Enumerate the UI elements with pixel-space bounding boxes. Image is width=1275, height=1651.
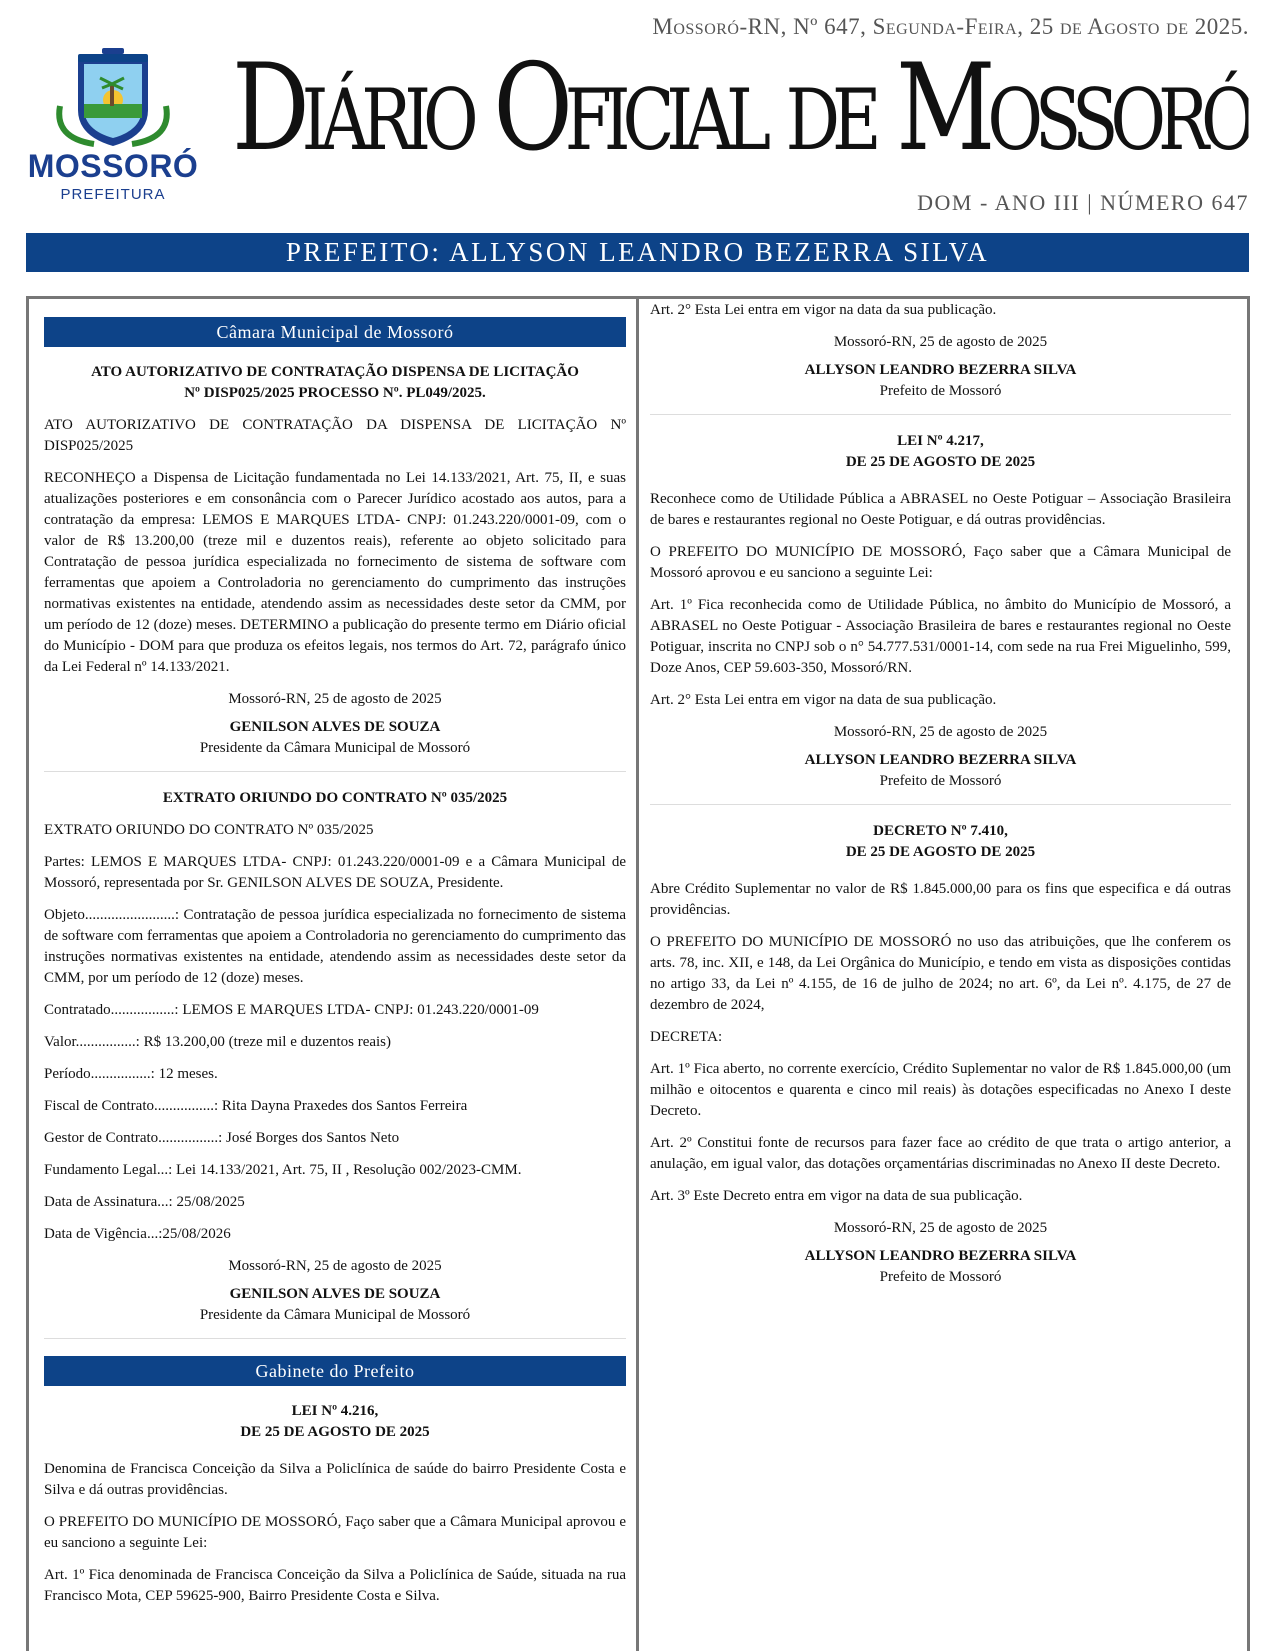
signature-name: ALLYSON LEANDRO BEZERRA SILVA xyxy=(804,1248,1077,1264)
mayor-banner: PREFEITO: ALLYSON LEANDRO BEZERRA SILVA xyxy=(26,233,1249,272)
section-camara: Câmara Municipal de Mossoró xyxy=(44,317,626,347)
decreto-ementa: Abre Crédito Suplementar no valor de R$ 1.845.000,00 para os fins que especifica e dá outras providências. xyxy=(650,881,1231,918)
extrato-gestor: Gestor de Contrato................: José Borges dos Santos Neto xyxy=(44,1130,400,1146)
lei-4216-title-line1: LEI Nº 4.216, xyxy=(291,1403,379,1419)
signature-role: Presidente da Câmara Municipal de Mossoró xyxy=(199,740,471,756)
masthead-header xyxy=(0,0,1275,235)
decreto-title-line1: DECRETO Nº 7.410, xyxy=(873,823,1008,839)
lei-4216-ementa: Denomina de Francisca Conceição da Silva a Policlínica de saúde do bairro Presidente Costa e Silva e dá outras providências. xyxy=(44,1461,626,1498)
signature-name: GENILSON ALVES DE SOUZA xyxy=(229,719,441,735)
extrato-valor: Valor................: R$ 13.200,00 (treze mil e duzentos reais) xyxy=(44,1034,392,1050)
signature-date: Mossoró-RN, 25 de agosto de 2025 xyxy=(833,334,1048,350)
extrato-assinatura: Data de Assinatura...: 25/08/2025 xyxy=(44,1194,245,1210)
ato-title-line1: ATO AUTORIZATIVO DE CONTRATAÇÃO DISPENSA DE LICITAÇÃO xyxy=(91,364,579,380)
newspaper-title: Diário Oficial de Mossoró xyxy=(232,39,1249,178)
signature-name: GENILSON ALVES DE SOUZA xyxy=(229,1286,441,1302)
signature-date: Mossoró-RN, 25 de agosto de 2025 xyxy=(833,724,1048,740)
signature-date: Mossoró-RN, 25 de agosto de 2025 xyxy=(833,1220,1048,1236)
signature-role: Prefeito de Mossoró xyxy=(879,1269,1002,1285)
right-column xyxy=(650,300,1231,1300)
lei-4217-paragraph: O PREFEITO DO MUNICÍPIO DE MOSSORÓ, Faço saber que a Câmara Municipal de Mossoró aprovou e eu sanciono a seguinte Lei: xyxy=(650,544,1231,581)
signature-name: ALLYSON LEANDRO BEZERRA SILVA xyxy=(804,752,1077,768)
lei-4217-article: Art. 2° Esta Lei entra em vigor na data de sua publicação. xyxy=(650,692,997,708)
signature-name: ALLYSON LEANDRO BEZERRA SILVA xyxy=(804,362,1077,378)
left-column xyxy=(44,300,626,1618)
separator xyxy=(650,804,1231,805)
logo-name: MOSSORÓ xyxy=(27,148,199,184)
column-divider xyxy=(636,296,639,1651)
lei-4216-paragraph: O PREFEITO DO MUNICÍPIO DE MOSSORÓ, Faço saber que a Câmara Municipal aprovou e eu sanciono a seguinte Lei: xyxy=(44,1514,626,1551)
signature-role: Prefeito de Mossoró xyxy=(879,383,1002,399)
lei-4217-article: Art. 1º Fica reconhecida como de Utilidade Pública, no âmbito do Município de Mossoró, a ABRASEL no Oeste Potiguar - Associação Brasileira de bares e restaurantes regional no Oeste Potiguar, inscrita no CNPJ sob o n° 54.777.531/0001-14, com sede na rua Frei Miguelinho, 599, Doze Anos, CEP 59.603-350, Mossoró/RN. xyxy=(650,597,1231,676)
lei-4216-title-line2: DE 25 DE AGOSTO DE 2025 xyxy=(240,1424,430,1440)
extrato-vigencia: Data de Vigência...:25/08/2026 xyxy=(44,1226,231,1242)
signature-date: Mossoró-RN, 25 de agosto de 2025 xyxy=(228,691,442,707)
issue-line: Mossoró-RN, Nº 647, Segunda-Feira, 25 de Agosto de 2025. xyxy=(652,14,1249,39)
decreto-preamble: O PREFEITO DO MUNICÍPIO DE MOSSORÓ no uso das atribuições, que lhe conferem os arts. 78, inc. XII, e 148, da Lei Orgânica do Município, e tendo em vista as disposições contidas no artigo 33, da Lei nº 4.155, de 16 de julho de 2024; no art. 6º, da Lei nº. 4.175, de 27 de dezembro de 2024, xyxy=(650,934,1231,1013)
logo-subtitle: PREFEITURA xyxy=(60,186,166,203)
coat-of-arms-icon xyxy=(24,48,202,148)
separator xyxy=(44,1338,626,1339)
lei-4216-art2: Art. 2° Esta Lei entra em vigor na data da sua publicação. xyxy=(650,302,997,318)
extrato-periodo: Período................: 12 meses. xyxy=(44,1066,218,1082)
extrato-fundamento: Fundamento Legal...: Lei 14.133/2021, Art. 75, II , Resolução 002/2023-CMM. xyxy=(44,1162,522,1178)
ato-paragraph: RECONHEÇO a Dispensa de Licitação fundamentada no Lei 14.133/2021, Art. 75, II, e suas atualizações posteriores e em consonância com o Parecer Jurídico acostado aos autos, para a contratação da empresa: LEMOS E MARQUES LTDA- CNPJ: 01.243.220/0001-09, com o valor de R$ 13.200,00 (treze mil e duzentos reais), referente ao objeto solicitado para Contratação de pessoa jurídica especializada no fornecimento de sistema de software com ferramentas que apoiem a Controladoria no gerenciamento do cumprimento das instruções normativas existentes na entidade, atendendo assim as necessidades deste setor da CMM, por um período de 12 (doze) meses. DETERMINO a publicação do presente termo em Diário oficial do Município - DOM para que produza os efeitos legais, nos termos do Art. 72, parágrafo único da Lei Federal nº 14.133/2021. xyxy=(44,470,626,675)
extrato-paragraph: EXTRATO ORIUNDO DO CONTRATO Nº 035/2025 xyxy=(44,822,374,838)
ato-title-line2: Nº DISP025/2025 PROCESSO Nº. PL049/2025. xyxy=(184,385,486,401)
extrato-title: EXTRATO ORIUNDO DO CONTRATO Nº 035/2025 xyxy=(162,790,508,806)
separator xyxy=(44,771,626,772)
signature-role: Presidente da Câmara Municipal de Mossoró xyxy=(199,1307,471,1323)
extrato-objeto: Objeto........................: Contratação de pessoa jurídica especializada no fornecimento de sistema de software com ferramentas que apoiem a Controladoria no gerenciamento do cumprimento das instruções normativas existentes na entidade, atendendo assim as necessidades deste setor da CMM, por um período de 12 (doze) meses. xyxy=(44,907,626,986)
dom-number-line: DOM - ANO III | NÚMERO 647 xyxy=(917,190,1249,215)
decreto-article: Art. 2º Constitui fonte de recursos para fazer face ao crédito de que trata o artigo anterior, a anulação, em igual valor, das dotações orçamentárias discriminadas no Anexo II deste Decreto. xyxy=(650,1135,1231,1172)
prefeitura-logo xyxy=(24,48,202,208)
separator xyxy=(650,414,1231,415)
decreto-article: Art. 1º Fica aberto, no corrente exercício, Crédito Suplementar no valor de R$ 1.845.000,00 (um milhão e oitocentos e quarenta e cinco mil reais) às dotações especificadas no Anexo I deste Decreto. xyxy=(650,1061,1231,1119)
lei-4217-title-line2: DE 25 DE AGOSTO DE 2025 xyxy=(845,454,1036,470)
extrato-partes: Partes: LEMOS E MARQUES LTDA- CNPJ: 01.243.220/0001-09 e a Câmara Municipal de Mossoró, representada por Sr. GENILSON ALVES DE SOUZA, Presidente. xyxy=(44,854,626,891)
ato-paragraph: ATO AUTORIZATIVO DE CONTRATAÇÃO DA DISPENSA DE LICITAÇÃO Nº DISP025/2025 xyxy=(44,417,626,454)
section-gabinete: Gabinete do Prefeito xyxy=(44,1356,626,1386)
signature-role: Prefeito de Mossoró xyxy=(879,773,1002,789)
extrato-contratado: Contratado.................: LEMOS E MARQUES LTDA- CNPJ: 01.243.220/0001-09 xyxy=(44,1002,539,1018)
decreto-decreta: DECRETA: xyxy=(650,1029,723,1045)
lei-4216-article: Art. 1º Fica denominada de Francisca Conceição da Silva a Policlínica de Saúde, situada na rua Francisco Mota, CEP 59625-900, Bairro Presidente Costa e Silva. xyxy=(44,1567,626,1604)
signature-date: Mossoró-RN, 25 de agosto de 2025 xyxy=(228,1258,442,1274)
decreto-article: Art. 3º Este Decreto entra em vigor na data de sua publicação. xyxy=(650,1188,1023,1204)
decreto-title-line2: DE 25 DE AGOSTO DE 2025 xyxy=(845,844,1036,860)
lei-4217-title-line1: LEI Nº 4.217, xyxy=(897,433,984,449)
lei-4217-ementa: Reconhece como de Utilidade Pública a ABRASEL no Oeste Potiguar – Associação Brasileira de bares e restaurantes regional no Oeste Potiguar, e dá outras providências. xyxy=(650,491,1231,528)
extrato-fiscal: Fiscal de Contrato................: Rita Dayna Praxedes dos Santos Ferreira xyxy=(44,1098,468,1114)
